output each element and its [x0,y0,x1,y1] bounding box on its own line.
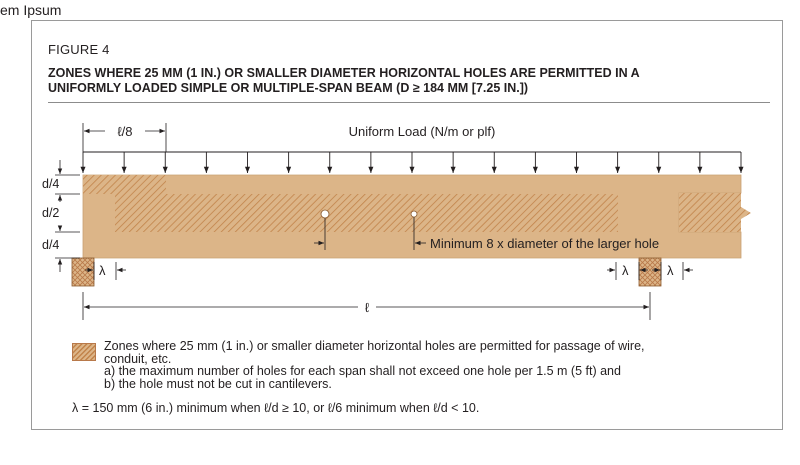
lambda-left: λ [99,263,106,278]
l8-label: ℓ/8 [117,124,133,139]
figure-title-line2: UNIFORMLY LOADED SIMPLE OR MULTIPLE-SPAN BEAM (D ≥ 184 MM [7.25 IN.]) [48,81,529,95]
support-left [72,258,94,286]
legend-swatch [72,343,96,361]
hole [321,210,329,218]
legend-line1: Zones where 25 mm (1 in.) or smaller diameter horizontal holes are permitted for passage of wire, [104,339,645,353]
header-text: em Ipsum [0,2,62,18]
hole [411,211,417,217]
support-right [639,258,661,286]
depth-label-bottom: d/4 [42,238,60,252]
legend-line4: b) the hole must not be cut in cantilevers. [104,376,332,391]
lambda-right-inner: λ [622,263,629,278]
depth-label-top: d/4 [42,177,60,191]
min-spacing-label: Minimum 8 x diameter of the larger hole [430,236,660,251]
depth-label-middle: d/2 [42,206,60,220]
span-label: ℓ [364,300,370,315]
legend-line3: a) the maximum number of holes for each span shall not exceed one hole per 1.5 m (5 ft) and [104,364,621,378]
legend-text [104,340,744,390]
legend-line2: conduit, etc. [104,351,172,366]
hatched-zone-top-left [83,175,166,194]
load-arrow-group [83,152,741,173]
lambda-note: λ = 150 mm (6 in.) minimum when ℓ/d ≥ 10, or ℓ/6 minimum when ℓ/d < 10. [72,401,480,415]
load-label: Uniform Load (N/m or plf) [348,124,496,139]
beam-break-end [679,193,751,232]
hatched-zone-middle [115,194,618,232]
figure-label: FIGURE 4 [48,42,110,57]
lambda-right-outer: λ [667,263,674,278]
figure-title-line1: ZONES WHERE 25 MM (1 IN.) OR SMALLER DIAMETER HORIZONTAL HOLES ARE PERMITTED IN A [48,66,640,80]
